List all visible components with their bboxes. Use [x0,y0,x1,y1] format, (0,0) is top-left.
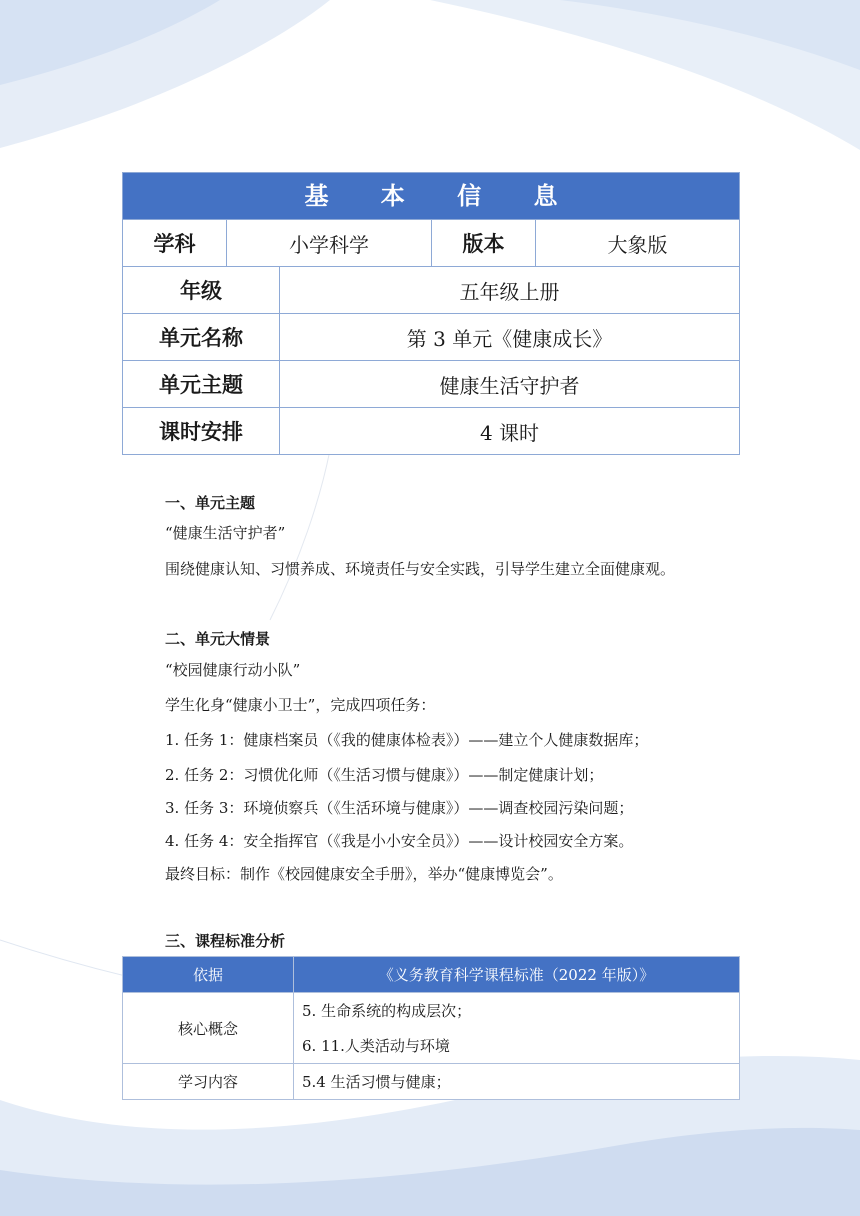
unit-theme-label: 单元主题 [159,373,243,397]
basic-info-title: 基 本 信 息 [123,173,739,219]
unit-name-label: 单元名称 [159,326,243,350]
curriculum-standard-table [122,956,740,1100]
header-basis: 依据 [192,966,223,984]
subject-label: 学科 [153,232,196,256]
row-label-learning-content: 学习内容 [177,1073,238,1091]
info-row-subject [123,219,739,266]
section2-task-1: 1. 任务 1：健康档案员（《我的健康体检表》）——建立个人健康数据库； [165,731,649,749]
core-concept-item-1: 5. 生命系统的构成层次； [302,1002,472,1020]
learning-content-item-1: 5.4 生活习惯与健康； [302,1073,451,1091]
info-row-unit-name [123,313,739,360]
section3-heading: 三、课程标准分析 [165,932,286,950]
section2-intro: 学生化身“健康小卫士”，完成四项任务： [165,696,436,714]
row-items [293,1064,739,1099]
grade-value: 五年级上册 [279,267,739,313]
core-concept-item-2: 6. 11.人类活动与环境 [302,1037,450,1055]
standard-table-header [123,957,739,992]
edition-label: 版本 [431,220,535,266]
row-label-core-concept: 核心概念 [177,1019,238,1038]
section2-final-goal: 最终目标：制作《校园健康安全手册》，举办“健康博览会”。 [165,865,563,883]
section2-scenario-title: “校园健康行动小队” [165,661,301,679]
unit-theme-value: 健康生活守护者 [279,361,739,407]
subject-value: 小学科学 [226,220,431,266]
table-row [123,1063,739,1099]
basic-info-table [122,172,740,455]
info-row-schedule [123,407,739,454]
edition-value: 大象版 [535,220,739,266]
section1-theme-quote: “健康生活守护者” [165,524,286,542]
grade-label: 年级 [180,279,222,303]
info-row-grade [123,266,739,313]
info-row-unit-theme [123,360,739,407]
row-items [293,993,739,1063]
table-row [123,992,739,1063]
schedule-label: 课时安排 [159,420,243,444]
section1-heading: 一、单元主题 [165,494,256,512]
header-standard-title: 《义务教育科学课程标准（2022 年版）》 [293,957,739,992]
section2-task-3: 3. 任务 3：环境侦察兵（《生活环境与健康》）——调查校园污染问题； [165,799,634,817]
section2-heading: 二、单元大情景 [165,630,271,648]
schedule-value: 4 课时 [279,408,739,454]
unit-name-value: 第 3 单元《健康成长》 [279,314,739,360]
section2-task-2: 2. 任务 2：习惯优化师（《生活习惯与健康》）——制定健康计划； [165,766,604,784]
section2-task-4: 4. 任务 4：安全指挥官（《我是小小安全员》）——设计校园安全方案。 [165,832,634,850]
section1-description: 围绕健康认知、习惯养成、环境责任与安全实践，引导学生建立全面健康观。 [165,560,676,578]
